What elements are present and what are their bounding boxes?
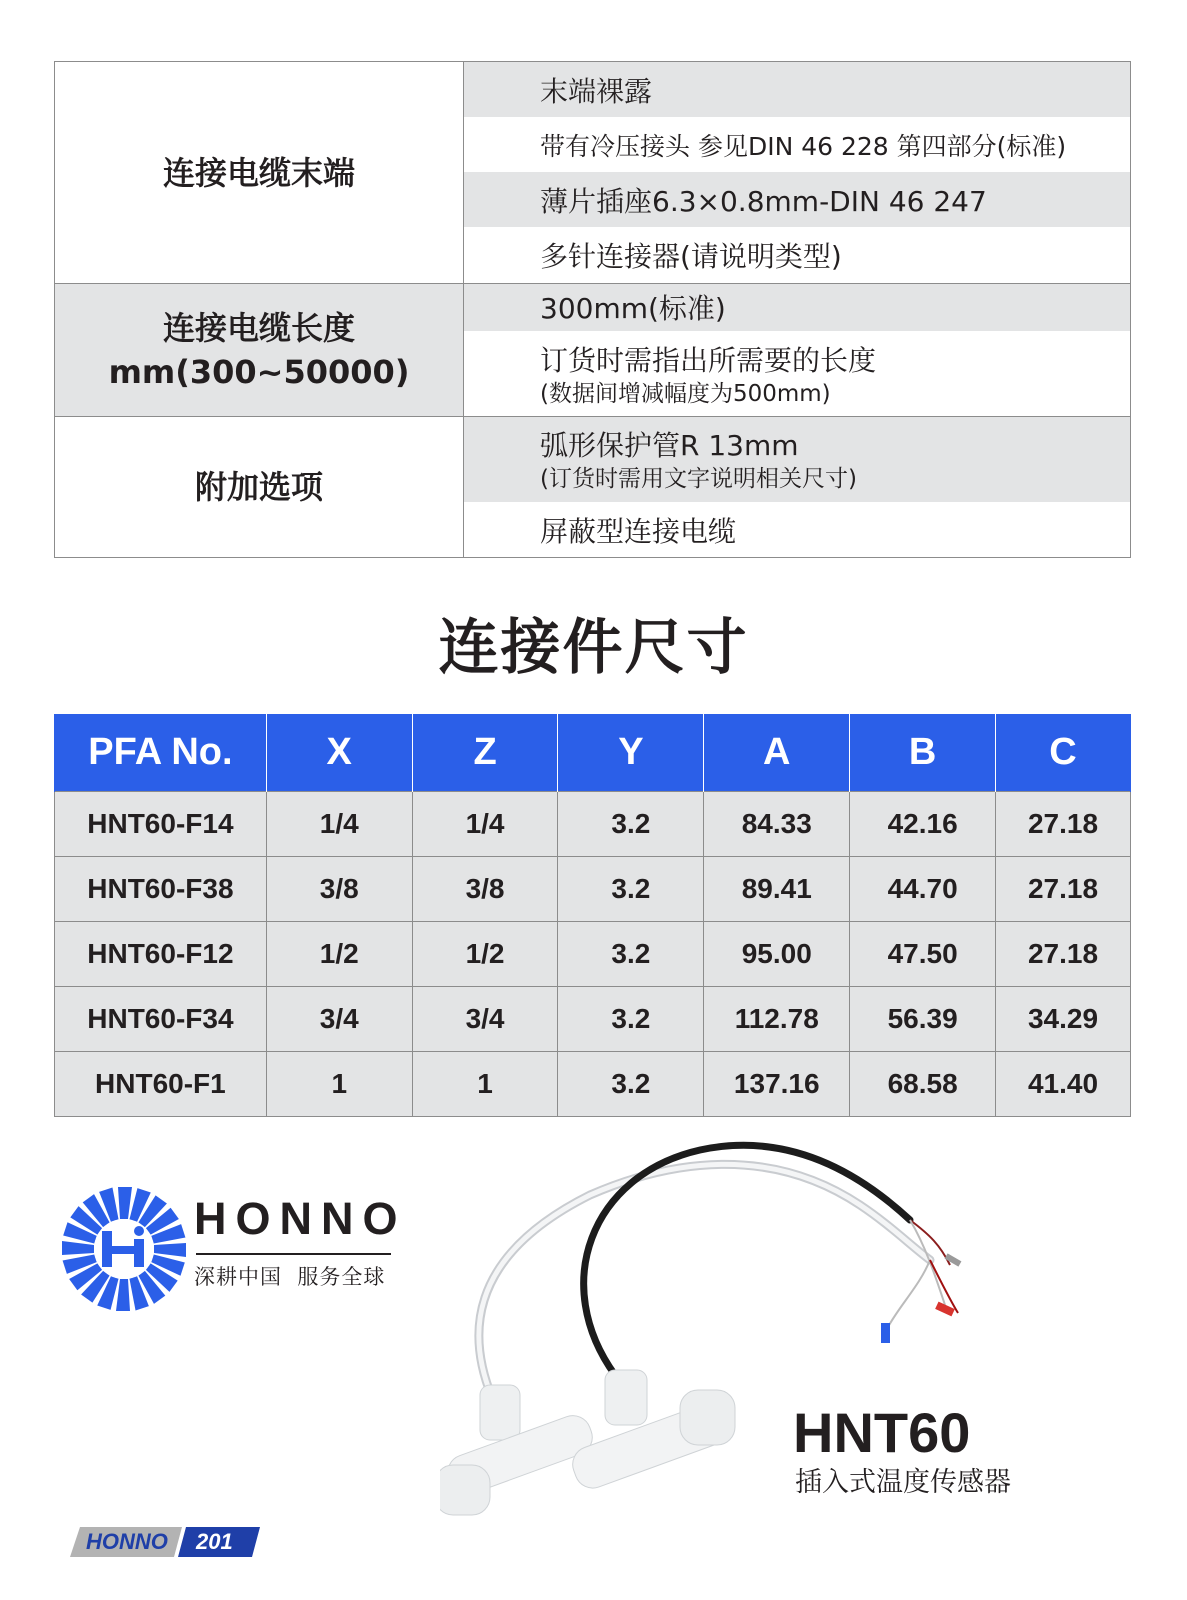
spec-option-note: (订货时需用文字说明相关尺寸) [540, 466, 857, 492]
table-cell: 27.18 [996, 857, 1131, 922]
table-cell: 34.29 [996, 987, 1131, 1052]
column-header: X [266, 714, 412, 792]
spec-label-cable-end [55, 62, 463, 283]
table-cell: 3/4 [266, 987, 412, 1052]
table-cell: 1/4 [266, 792, 412, 857]
table-cell: 1/2 [412, 922, 558, 987]
table-cell: 1/2 [266, 922, 412, 987]
table-cell: HNT60-F14 [55, 792, 267, 857]
table-row [55, 1052, 1131, 1117]
spec-option-text: 订货时需指出所需要的长度 [540, 343, 877, 377]
spec-label-extra-options [55, 416, 463, 557]
spec-divider [55, 283, 1130, 284]
spec-option-text: 带有冷压接头 参见DIN 46 228 第四部分(标准) [540, 131, 1067, 161]
spec-option-text: 多针连接器(请说明类型) [540, 240, 842, 273]
spec-option-note: (数据间增减幅度为500mm) [540, 380, 831, 407]
table-cell: 68.58 [850, 1052, 996, 1117]
table-cell: 47.50 [850, 922, 996, 987]
table-cell: 41.40 [996, 1052, 1131, 1117]
spec-option [464, 62, 1130, 117]
table-cell: 3/4 [412, 987, 558, 1052]
column-header: Z [412, 714, 558, 792]
table-cell: 137.16 [704, 1052, 850, 1117]
spec-option-text: 薄片插座6.3×0.8mm-DIN 46 247 [540, 184, 987, 218]
table-cell: 95.00 [704, 922, 850, 987]
brand-slogan: 深耕中国 服务全球 [194, 1265, 386, 1289]
table-cell: HNT60-F12 [55, 922, 267, 987]
spec-option-text: 300mm(标准) [540, 292, 726, 325]
spec-option [464, 331, 1130, 416]
column-header: PFA No. [55, 714, 267, 792]
table-cell: 84.33 [704, 792, 850, 857]
spec-option [464, 416, 1130, 502]
table-cell: 1 [266, 1052, 412, 1117]
product-model: HNT60 [793, 1401, 971, 1464]
table-row [55, 792, 1131, 857]
spec-option [464, 283, 1130, 331]
turbine-logo-icon [60, 1185, 190, 1315]
table-row [55, 857, 1131, 922]
spec-divider [463, 62, 464, 557]
table-cell: 1 [412, 1052, 558, 1117]
spec-label-text: 连接电缆长度 [162, 308, 355, 347]
column-header: B [850, 714, 996, 792]
page-footer [70, 1527, 260, 1557]
spec-label-range: mm(300~50000) [108, 352, 410, 391]
spec-table [54, 61, 1131, 558]
table-row [55, 987, 1131, 1052]
spec-option-text: 屏蔽型连接电缆 [540, 514, 737, 548]
logo-rule [196, 1253, 391, 1255]
product-name: 插入式温度传感器 [795, 1467, 1011, 1498]
spec-option [464, 502, 1130, 557]
spec-option-text: 弧形保护管R 13mm [540, 429, 799, 462]
dimension-table [54, 714, 1131, 1117]
spec-label-text: 连接电缆末端 [162, 153, 355, 192]
spec-option-text: 末端裸露 [540, 74, 653, 108]
section-title: 连接件尺寸 [438, 613, 749, 683]
spec-option [464, 227, 1130, 283]
spec-label-text: 附加选项 [194, 467, 323, 506]
table-cell: 3.2 [558, 792, 704, 857]
brand-name: HONNO [194, 1193, 407, 1244]
table-cell: 3.2 [558, 922, 704, 987]
table-cell: 3.2 [558, 857, 704, 922]
table-cell: HNT60-F1 [55, 1052, 267, 1117]
table-cell: 3/8 [266, 857, 412, 922]
table-cell: 1/4 [412, 792, 558, 857]
spec-label-cable-length [55, 283, 463, 416]
table-cell: 42.16 [850, 792, 996, 857]
table-cell: 27.18 [996, 922, 1131, 987]
footer-brand: HONNO [86, 1529, 168, 1554]
column-header: A [704, 714, 850, 792]
table-cell: 3/8 [412, 857, 558, 922]
table-cell: 27.18 [996, 792, 1131, 857]
spec-option [464, 172, 1130, 227]
column-header: Y [558, 714, 704, 792]
honno-logo [60, 1185, 407, 1315]
spec-divider [55, 416, 1130, 417]
table-cell: 112.78 [704, 987, 850, 1052]
table-cell: 3.2 [558, 987, 704, 1052]
table-header-row [55, 714, 1131, 792]
page-number: 201 [196, 1529, 233, 1554]
table-cell: 89.41 [704, 857, 850, 922]
table-cell: 3.2 [558, 1052, 704, 1117]
table-cell: 56.39 [850, 987, 996, 1052]
spec-option [464, 117, 1130, 172]
table-cell: HNT60-F34 [55, 987, 267, 1052]
table-cell: HNT60-F38 [55, 857, 267, 922]
table-row [55, 922, 1131, 987]
table-cell: 44.70 [850, 857, 996, 922]
column-header: C [996, 714, 1131, 792]
